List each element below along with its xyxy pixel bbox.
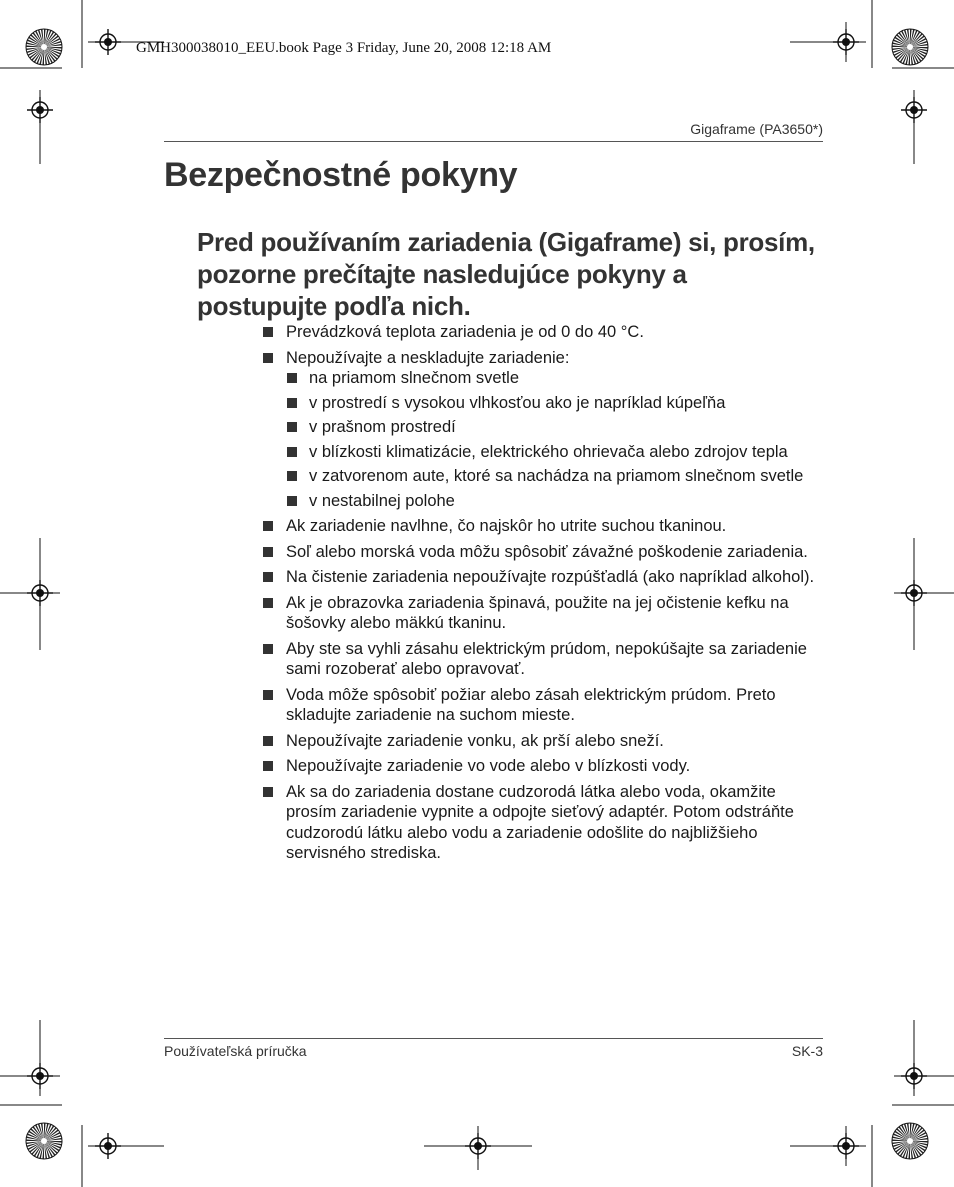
square-bullet-icon: [287, 398, 297, 408]
sub-list-item-text: v nestabilnej polohe: [309, 491, 455, 510]
sub-list-item-text: v prostredí s vysokou vlhkosťou ako je napríklad kúpeľňa: [309, 393, 726, 412]
list-item-text: Nepoužívajte zariadenie vo vode alebo v blízkosti vody.: [286, 757, 691, 775]
list-item: [262, 685, 827, 726]
footer-rule: [164, 1038, 823, 1039]
square-bullet-icon: [287, 447, 297, 457]
sub-list-item-text: v zatvorenom aute, ktoré sa nachádza na priamom slnečnom svetle: [309, 467, 804, 485]
sub-list-item-text: v prašnom prostredí: [309, 418, 456, 436]
sub-list-item-text: na priamom slnečnom svetle: [309, 369, 520, 387]
square-bullet-icon: [287, 422, 297, 432]
list-item: [262, 322, 827, 343]
square-bullet-icon: [263, 353, 273, 363]
list-item: [262, 639, 827, 680]
list-item-text: Prevádzková teplota zariadenia je od 0 do 40 °C.: [286, 323, 644, 341]
sub-list-item: [286, 491, 827, 512]
square-bullet-icon: [263, 787, 273, 797]
color-calibration-star-icon: [26, 1123, 62, 1159]
list-item-text: Soľ alebo morská voda môžu spôsobiť závažné poškodenie zariadenia.: [286, 542, 808, 561]
list-item: [262, 731, 827, 752]
color-calibration-star-icon: [892, 1123, 928, 1159]
square-bullet-icon: [263, 644, 273, 654]
square-bullet-icon: [287, 373, 297, 383]
list-item-text: Ak je obrazovka zariadenia špinavá, použite na jej očistenie kefku na šošovky alebo mäkkú tkaninu.: [286, 593, 789, 632]
section-subtitle: Pred používaním zariadenia (Gigaframe) si, prosím, pozorne prečítajte nasledujúce pokyny a postupujte podľa nich.: [197, 227, 815, 321]
square-bullet-icon: [287, 471, 297, 481]
list-item-text: Aby ste sa vyhli zásahu elektrickým prúdom, nepokúšajte sa zariadenie sami rozoberať alebo opravovať.: [286, 639, 807, 678]
header-product-name: Gigaframe (PA3650*): [690, 121, 823, 137]
sub-list-item-text: v blízkosti klimatizácie, elektrického ohrievača alebo zdrojov tepla: [309, 442, 788, 461]
list-item-text: Voda môže spôsobiť požiar alebo zásah elektrickým prúdom. Preto skladujte zariadenie na suchom mieste.: [286, 685, 776, 724]
square-bullet-icon: [263, 521, 273, 531]
list-item-text: Nepoužívajte zariadenie vonku, ak prší alebo sneží.: [286, 731, 664, 750]
list-item: [262, 516, 827, 537]
color-calibration-star-icon: [892, 29, 928, 65]
list-item: [262, 567, 827, 588]
square-bullet-icon: [263, 598, 273, 608]
footer-manual-name: Používateľská príručka: [164, 1043, 307, 1059]
page-number: SK-3: [791, 1043, 823, 1059]
square-bullet-icon: [263, 327, 273, 337]
color-calibration-star-icon: [26, 29, 62, 65]
list-item: [262, 782, 827, 864]
list-item: [262, 593, 827, 634]
square-bullet-icon: [263, 761, 273, 771]
square-bullet-icon: [263, 690, 273, 700]
square-bullet-icon: [263, 547, 273, 557]
list-item-text: Na čistenie zariadenia nepoužívajte rozpúšťadlá (ako napríklad alkohol).: [286, 568, 815, 586]
sub-list-item: [286, 442, 827, 463]
list-item-text: Ak zariadenie navlhne, čo najskôr ho utrite suchou tkaninou.: [286, 517, 727, 535]
sub-list-item: [286, 417, 827, 438]
sub-list-item: [286, 368, 827, 389]
list-item-text: Ak sa do zariadenia dostane cudzorodá látka alebo voda, okamžite prosím zariadenie vypnite a odpojte sieťový adaptér. Potom odstráňte cudzorodú látku alebo vodu a zariadenie odošlite do najbližšieho servisného strediska.: [286, 782, 794, 862]
list-item: [262, 348, 827, 512]
square-bullet-icon: [263, 736, 273, 746]
page-title: Bezpečnostné pokyny: [164, 156, 518, 194]
sub-list: [286, 368, 827, 511]
square-bullet-icon: [263, 572, 273, 582]
sub-list-item: [286, 393, 827, 414]
header-rule: [164, 141, 823, 142]
list-item-text: Nepoužívajte a neskladujte zariadenie:: [286, 348, 570, 367]
list-item: [262, 542, 827, 563]
safety-instructions-list: [262, 322, 827, 869]
print-slug-line: GMH300038010_EEU.book Page 3 Friday, June 20, 2008 12:18 AM: [136, 40, 552, 56]
sub-list-item: [286, 466, 827, 487]
list-item: [262, 756, 827, 777]
square-bullet-icon: [287, 496, 297, 506]
